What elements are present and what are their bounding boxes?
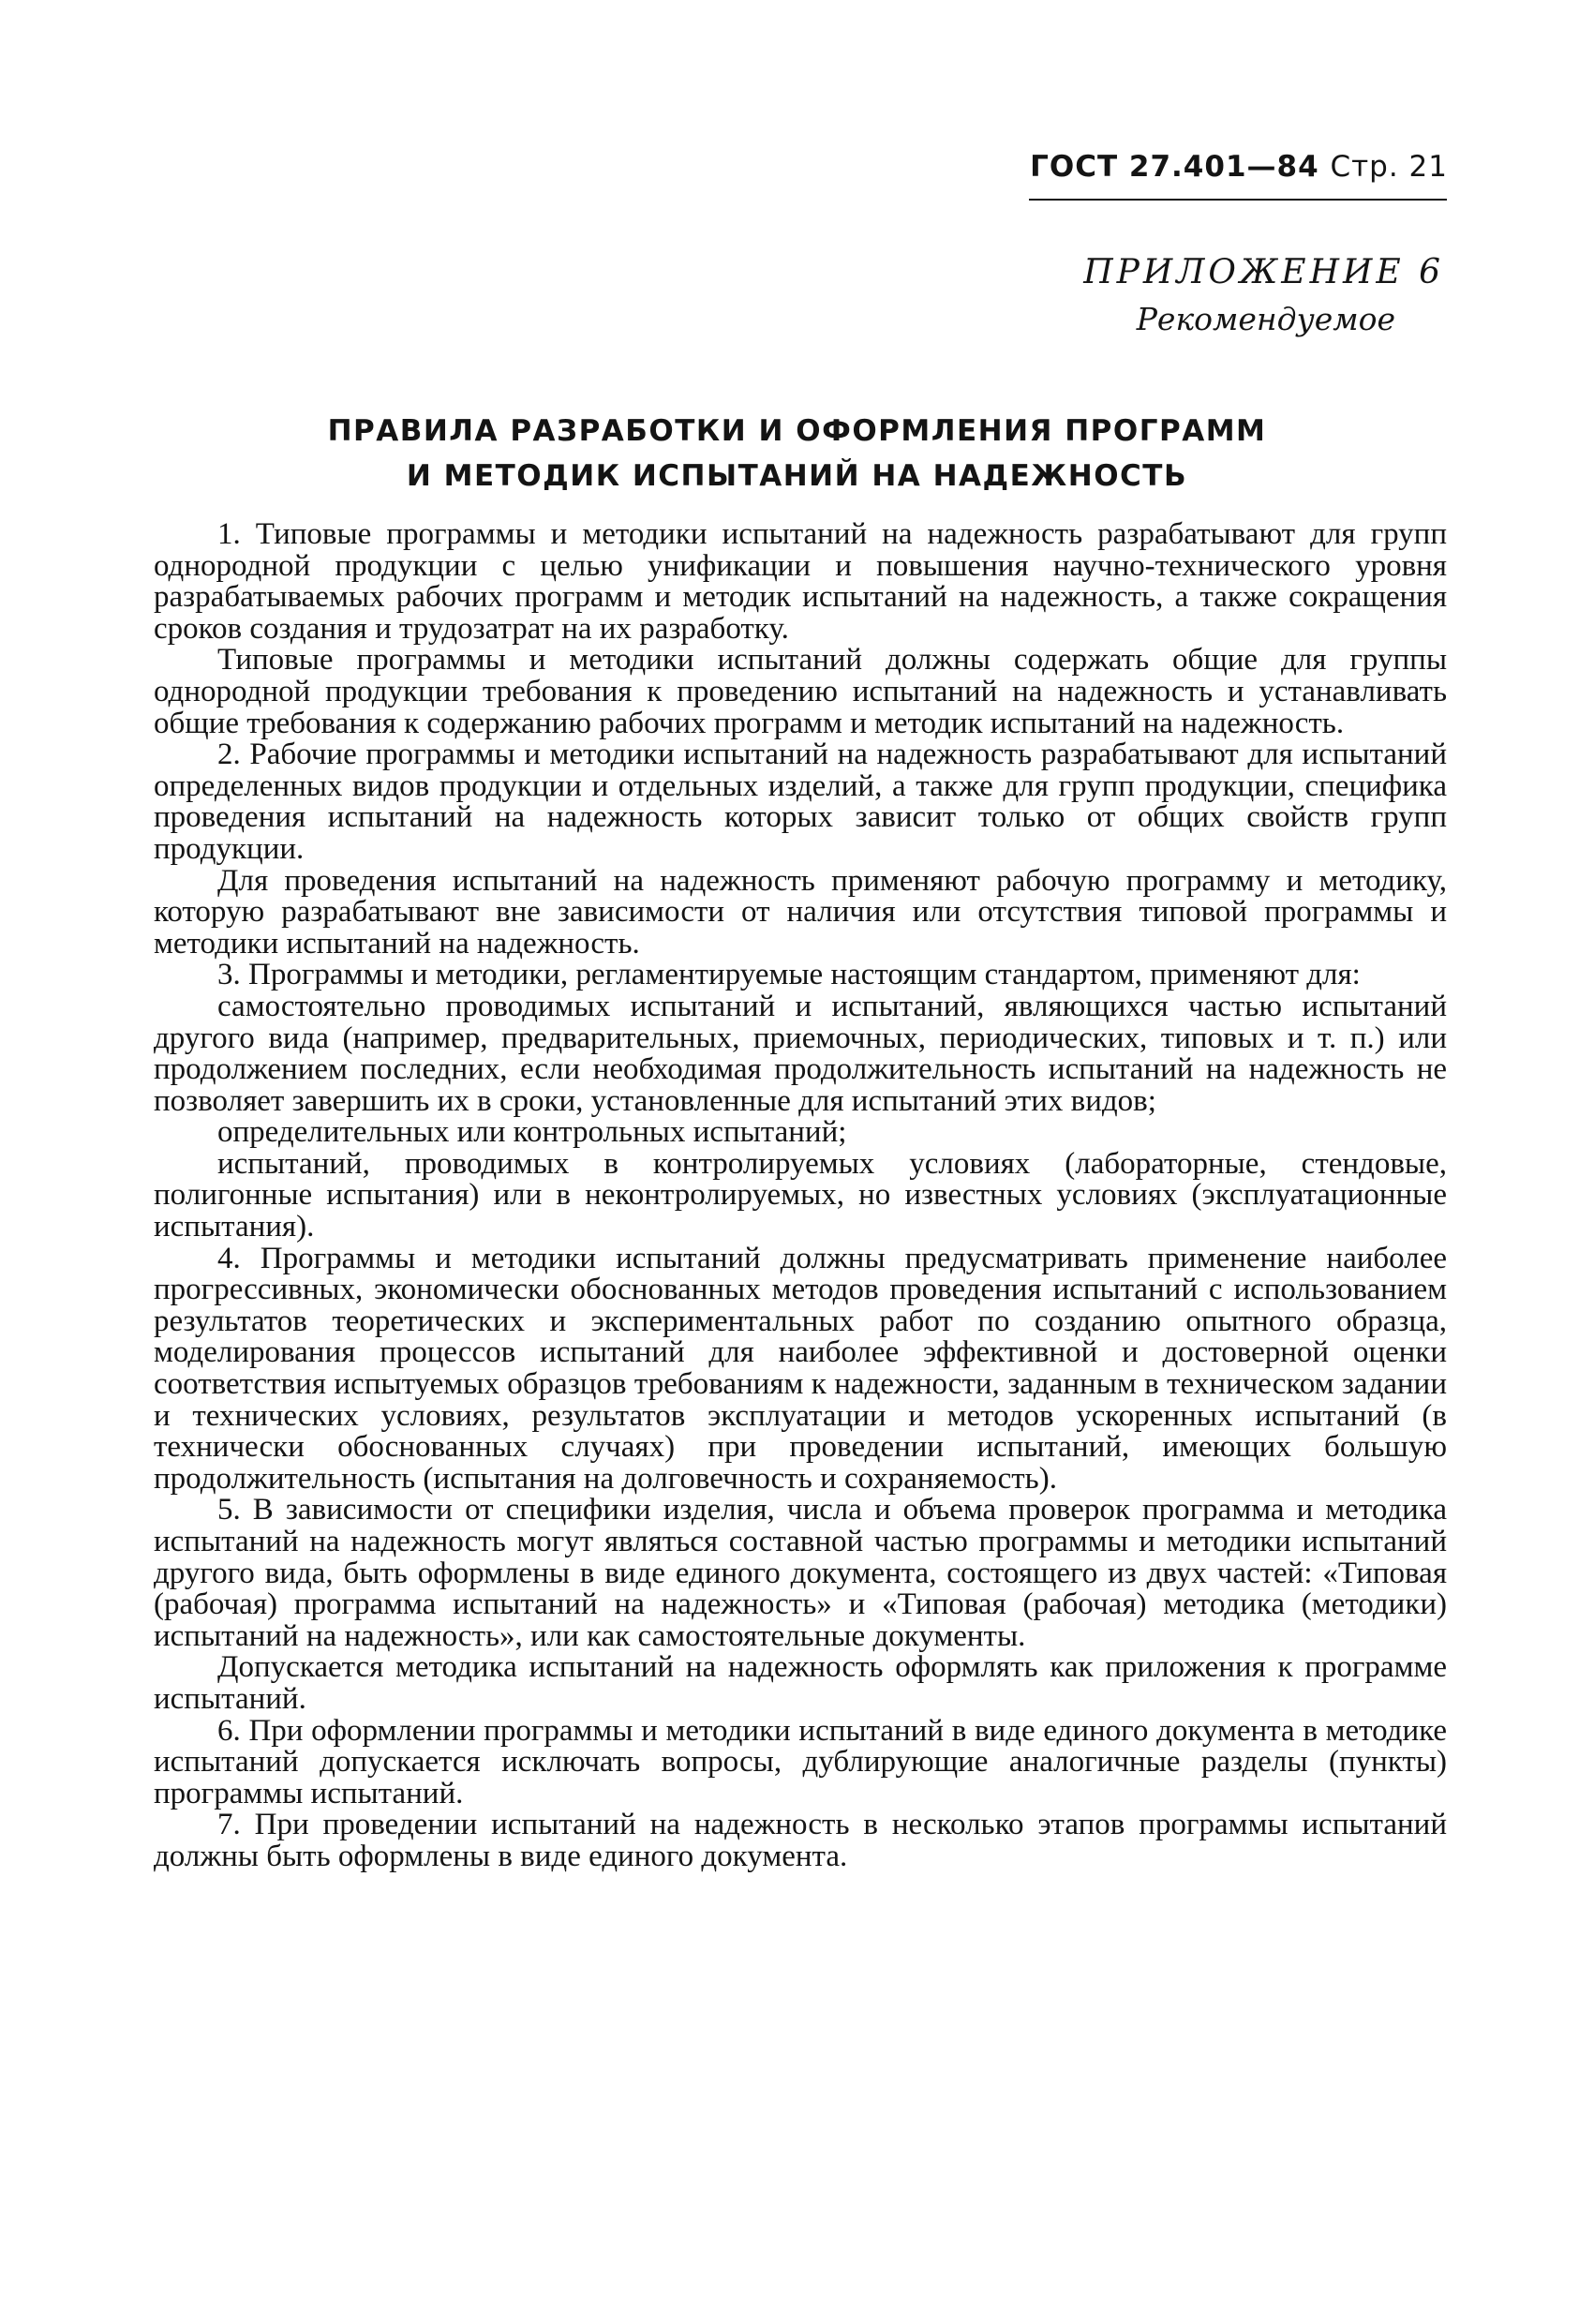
paragraph-6: 6. При оформлении программы и методики испытаний в виде единого документа в методике испытаний допускается исключать вопросы, дублирующие аналогичные разделы (пункты) программы испытаний.	[154, 1713, 1447, 1810]
paragraph-3-item-2: определительных или контрольных испытаний;	[217, 1115, 847, 1150]
paragraph-7: 7. При проведении испытаний на надежность в несколько этапов программы испытаний должны быть оформлены в виде единого документа.	[154, 1808, 1447, 1873]
title-line-1: ПРАВИЛА РАЗРАБОТКИ И ОФОРМЛЕНИЯ ПРОГРАММ	[327, 414, 1267, 448]
paragraph-5: 5. В зависимости от специфики изделия, числа и объема проверок программа и методика испытаний на надежность могут являться составной частью программы и методики испытаний другого вида, быть оформлены в виде единого документа, состоящего из двух частей: «Типовая (рабочая) программа испытаний на надежность» и «Типовая (рабочая) методика (методики) испытаний на надежность», или как самостоятельные документы.	[154, 1493, 1447, 1653]
page-header	[1030, 150, 1448, 184]
title-line-2: И МЕТОДИК ИСПЫТАНИЙ НА НАДЕЖНОСТЬ	[406, 459, 1188, 493]
header-divider	[1029, 199, 1447, 201]
paragraph-3-item-1: самостоятельно проводимых испытаний и испытаний, являющихся частью испытаний другого вида (например, предварительных, приемочных, периодических, типовых и т. п.) или продолжением последних, если необходимая продолжительность испытаний на надежность не позволяет завершить их в сроки, установленные для испытаний этих видов;	[154, 989, 1447, 1118]
appendix-block	[1083, 249, 1444, 343]
document-title	[0, 409, 1594, 499]
paragraph-4: 4. Программы и методики испытаний должны предусматривать применение наиболее прогрессивных, экономически обоснованных методов проведения испытаний с использованием результатов теоретических и экспериментальных работ по созданию опытного образца, моделирования процессов испытаний для наиболее эффективной и достоверной оценки соответствия испытуемых образцов требованиям к надежности, заданным в техническом задании и технических условиях, результатов эксплуатации и методов ускоренных испытаний (в технически обоснованных случаях) при проведении испытаний, имеющих большую продолжительность (испытания на долговечность и сохраняемость).	[154, 1241, 1447, 1496]
standard-number: ГОСТ 27.401—84	[1030, 150, 1319, 184]
paragraph-5-continued: Допускается методика испытаний на надежность оформлять как приложения к программе испытаний.	[154, 1650, 1447, 1716]
page-number: Стр. 21	[1330, 150, 1448, 184]
paragraph-2-continued: Для проведения испытаний на надежность применяют рабочую программу и методику, которую разрабатывают вне зависимости от наличия или отсутствия типовой программы и методики испытаний на надежность.	[154, 863, 1447, 961]
appendix-number: ПРИЛОЖЕНИЕ 6	[1083, 253, 1444, 291]
appendix-status: Рекомендуемое	[1136, 301, 1395, 337]
paragraph-2: 2. Рабочие программы и методики испытаний на надежность разрабатывают для испытаний определенных видов продукции и отдельных изделий, а также для групп продукции, специфика проведения испытаний на надежность которых зависит только от общих свойств групп продукции.	[154, 737, 1447, 866]
body-text	[154, 519, 1447, 1873]
paragraph-3: 3. Программы и методики, регламентируемые настоящим стандартом, применяют для:	[217, 958, 1361, 992]
paragraph-1: 1. Типовые программы и методики испытаний на надежность разрабатывают для групп однородной продукции с целью унификации и повышения научно-технического уровня разрабатываемых рабочих программ и методик испытаний на надежность, а также сокращения сроков создания и трудозатрат на их разработку.	[154, 517, 1447, 646]
paragraph-1-continued: Типовые программы и методики испытаний должны содержать общие для группы однородной продукции требования к проведению испытаний на надежность и устанавливать общие требования к содержанию рабочих программ и методик испытаний на надежность.	[154, 643, 1447, 740]
paragraph-3-item-3: испытаний, проводимых в контролируемых условиях (лабораторные, стендовые, полигонные испытания) или в неконтролируемых, но известных условиях (эксплуатационные испытания).	[154, 1146, 1447, 1244]
